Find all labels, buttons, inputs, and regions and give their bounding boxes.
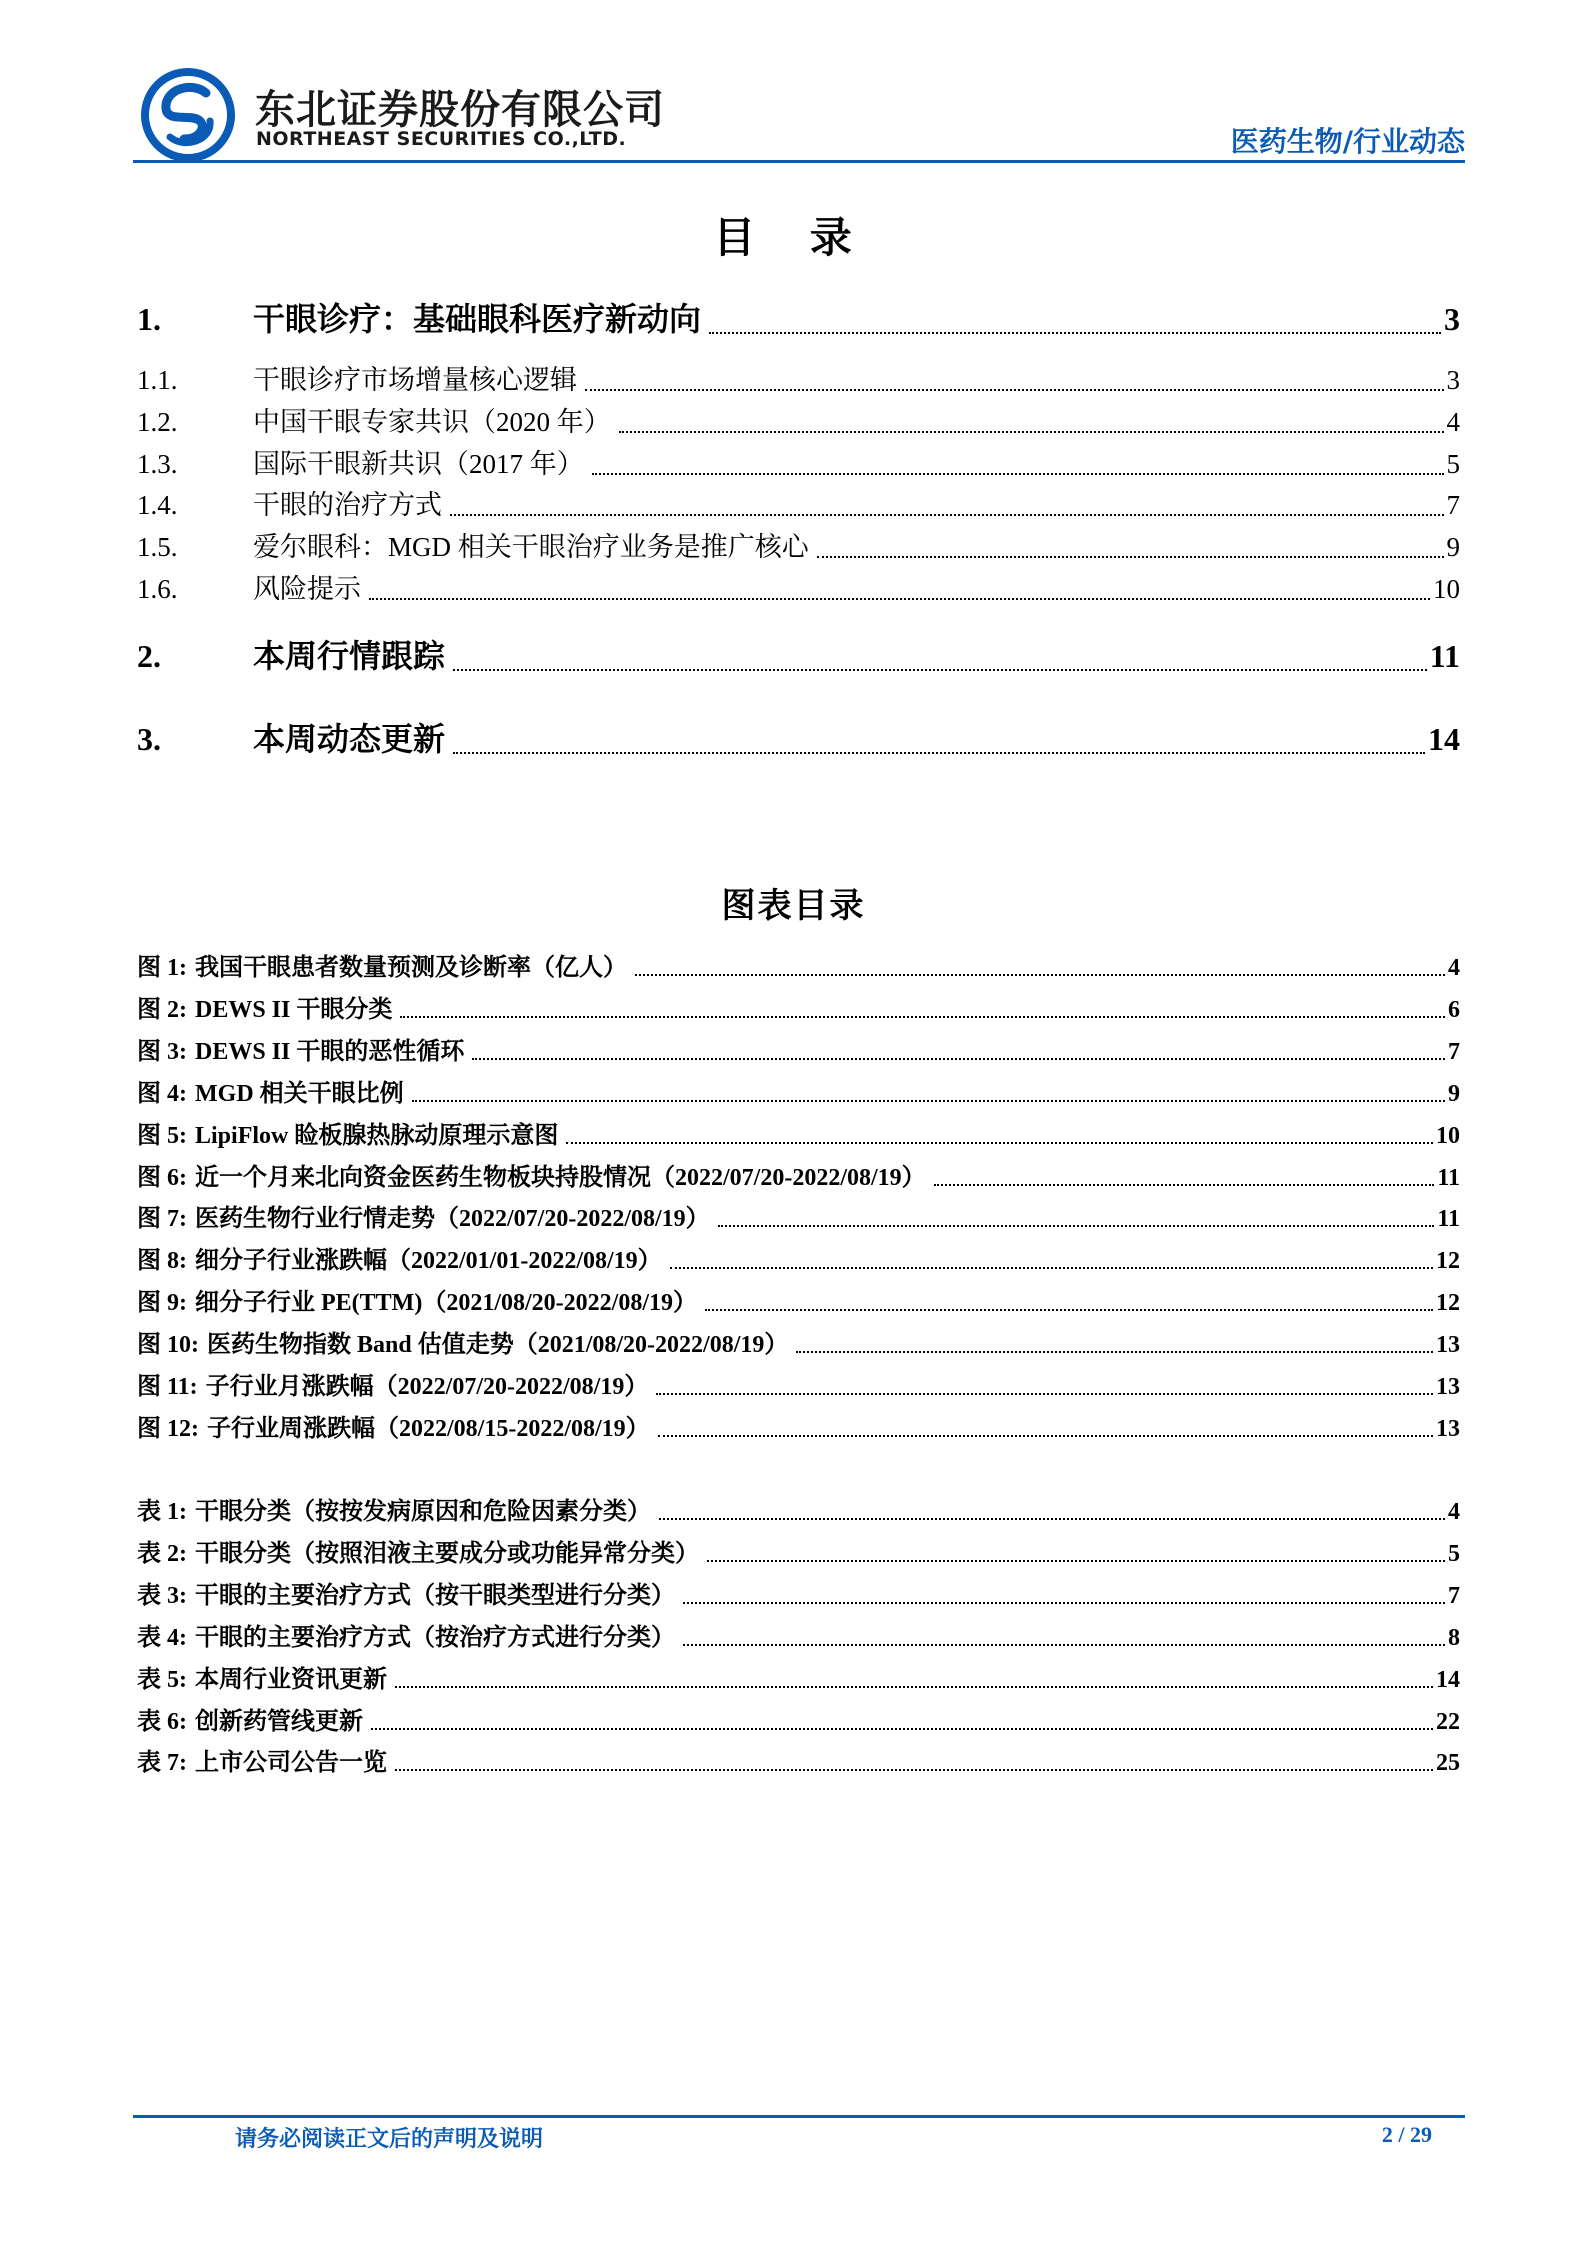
toc-entry[interactable] (137, 525, 1460, 564)
company-logo-icon (140, 67, 236, 163)
table-entry[interactable] (137, 1617, 1460, 1652)
dot-leader (412, 1100, 1445, 1102)
dot-leader (369, 598, 1430, 600)
entry-title: 医药生物行业行情走势（2022/07/20-2022/08/19） (195, 1206, 710, 1233)
entry-title: LipiFlow 睑板腺热脉动原理示意图 (195, 1122, 559, 1149)
entry-title: 干眼分类（按照泪液主要成分或功能异常分类） (195, 1540, 699, 1567)
entry-number: 1.3. (137, 449, 178, 479)
entry-title: 爱尔眼科：MGD 相关干眼治疗业务是推广核心 (253, 532, 809, 562)
dot-leader (371, 1728, 1433, 1730)
entry-page: 3 (1446, 365, 1460, 395)
entry-number: 图 10: (137, 1332, 199, 1359)
entry-number: 图 12: (137, 1415, 199, 1442)
dot-leader (566, 1142, 1433, 1144)
figure-list-title: 图表目录 (721, 888, 866, 925)
entry-number: 1.6. (137, 574, 178, 604)
page-number: 2 / 29 (1381, 2122, 1432, 2147)
entry-page: 7 (1448, 1038, 1460, 1065)
dot-leader (705, 1309, 1433, 1311)
dot-leader (656, 1393, 1433, 1395)
entry-page: 11 (1437, 1206, 1460, 1233)
toc-entry[interactable] (137, 631, 1460, 677)
disclaimer-note: 请务必阅读正文后的声明及说明 (235, 2126, 544, 2151)
table-entry[interactable] (137, 1491, 1460, 1526)
entry-page: 10 (1433, 574, 1460, 604)
entry-page: 9 (1448, 1080, 1460, 1107)
entry-number: 表 7: (137, 1750, 187, 1777)
figure-entry[interactable] (137, 1366, 1460, 1401)
dot-leader (395, 1769, 1433, 1771)
entry-page: 5 (1448, 1540, 1460, 1567)
dot-leader (796, 1351, 1433, 1353)
entry-title: MGD 相关干眼比例 (195, 1080, 404, 1107)
entry-page: 8 (1448, 1624, 1460, 1651)
figure-entry[interactable] (137, 1198, 1460, 1233)
entry-title: 干眼诊疗市场增量核心逻辑 (253, 365, 577, 395)
dot-leader (395, 1686, 1433, 1688)
entry-number: 图 1: (137, 955, 187, 981)
dot-leader (472, 1058, 1445, 1060)
dot-leader (453, 669, 1427, 671)
entry-number: 表 3: (137, 1582, 187, 1609)
figure-entry[interactable] (137, 1157, 1460, 1192)
company-name-en: NORTHEAST SECURITIES CO.,LTD. (256, 128, 627, 150)
entry-page: 3 (1444, 301, 1460, 337)
entry-number: 图 8: (137, 1248, 187, 1275)
entry-title: 本周行情跟踪 (253, 638, 446, 674)
dot-leader (619, 431, 1444, 433)
toc-entry[interactable] (137, 358, 1460, 397)
entry-number: 表 6: (137, 1708, 187, 1735)
entry-title: 子行业月涨跌幅（2022/07/20-2022/08/19） (205, 1374, 649, 1400)
table-entry[interactable] (137, 1701, 1460, 1736)
toc-entry[interactable] (137, 294, 1460, 340)
table-entry[interactable] (137, 1742, 1460, 1777)
entry-number: 3. (137, 721, 161, 757)
figure-entry[interactable] (137, 1115, 1460, 1150)
dot-leader (450, 514, 1444, 516)
entry-page: 4 (1446, 407, 1460, 437)
entry-number: 1.1. (137, 365, 178, 395)
section-label: 医药生物/行业动态 (1230, 125, 1465, 158)
dot-leader (670, 1267, 1433, 1269)
toc-entry[interactable] (137, 714, 1460, 760)
toc-entry[interactable] (137, 567, 1460, 606)
entry-page: 11 (1429, 638, 1460, 674)
header-divider (133, 160, 1465, 163)
entry-page: 13 (1436, 1332, 1460, 1359)
entry-number: 图 9: (137, 1290, 187, 1317)
entry-page: 22 (1436, 1708, 1460, 1735)
figure-entry[interactable] (137, 1073, 1460, 1108)
entry-number: 图 6: (137, 1164, 187, 1191)
entry-title: 本周动态更新 (253, 721, 446, 757)
dot-leader (658, 1435, 1433, 1437)
dot-leader (817, 556, 1444, 558)
entry-title: 创新药管线更新 (195, 1708, 363, 1735)
entry-page: 7 (1446, 490, 1460, 520)
dot-leader (718, 1225, 1435, 1227)
entry-title: 干眼的主要治疗方式（按干眼类型进行分类） (195, 1582, 675, 1609)
toc-entry[interactable] (137, 483, 1460, 522)
figure-entry[interactable] (137, 1282, 1460, 1317)
entry-number: 图 11: (137, 1374, 198, 1400)
entry-page: 25 (1436, 1750, 1460, 1777)
table-entry[interactable] (137, 1533, 1460, 1568)
dot-leader (585, 389, 1444, 391)
entry-number: 图 5: (137, 1122, 187, 1149)
entry-title: 上市公司公告一览 (195, 1750, 387, 1777)
dot-leader (635, 974, 1445, 976)
entry-number: 表 2: (137, 1540, 187, 1567)
entry-number: 1.5. (137, 532, 178, 562)
figure-entry[interactable] (137, 947, 1460, 982)
entry-number: 图 2: (137, 996, 187, 1023)
entry-page: 4 (1448, 1499, 1460, 1525)
entry-number: 1. (137, 301, 161, 337)
toc-entry[interactable] (137, 442, 1460, 481)
entry-title: 干眼诊疗：基础眼科医疗新动向 (253, 301, 702, 337)
entry-number: 1.2. (137, 407, 178, 437)
entry-title: 干眼的主要治疗方式（按治疗方式进行分类） (195, 1624, 675, 1651)
entry-title: 本周行业资讯更新 (195, 1666, 387, 1693)
table-entry[interactable] (137, 1659, 1460, 1694)
dot-leader (453, 752, 1425, 754)
entry-title: DEWS II 干眼分类 (195, 996, 393, 1023)
entry-number: 图 7: (137, 1206, 187, 1233)
entry-number: 2. (137, 638, 161, 674)
company-name-cn: 东北证券股份有限公司 (255, 87, 665, 133)
figure-entry[interactable] (137, 1408, 1460, 1443)
footer-divider (133, 2115, 1465, 2118)
entry-number: 图 3: (137, 1038, 187, 1065)
entry-page: 9 (1446, 532, 1460, 562)
entry-page: 12 (1436, 1248, 1460, 1275)
dot-leader (400, 1016, 1445, 1018)
entry-number: 图 4: (137, 1080, 187, 1107)
entry-number: 表 5: (137, 1666, 187, 1693)
entry-number: 表 4: (137, 1624, 187, 1651)
entry-page: 13 (1436, 1374, 1460, 1400)
table-entry[interactable] (137, 1575, 1460, 1610)
entry-title: 细分子行业 PE(TTM)（2021/08/20-2022/08/19） (195, 1290, 697, 1317)
entry-title: 中国干眼专家共识（2020 年） (253, 407, 611, 437)
figure-entry[interactable] (137, 1240, 1460, 1275)
figure-entry[interactable] (137, 1324, 1460, 1359)
figure-entry[interactable] (137, 989, 1460, 1024)
toc-title: 目 录 (713, 216, 874, 262)
entry-number: 1.4. (137, 490, 178, 520)
entry-page: 10 (1436, 1122, 1460, 1149)
entry-page: 14 (1428, 721, 1460, 757)
entry-page: 13 (1436, 1415, 1460, 1442)
dot-leader (934, 1184, 1435, 1186)
figure-entry[interactable] (137, 1031, 1460, 1066)
entry-page: 7 (1448, 1582, 1460, 1609)
entry-title: 我国干眼患者数量预测及诊断率（亿人） (195, 955, 627, 981)
entry-title: 干眼分类（按按发病原因和危险因素分类） (195, 1499, 651, 1525)
entry-page: 14 (1436, 1666, 1460, 1693)
entry-title: 细分子行业涨跌幅（2022/01/01-2022/08/19） (195, 1248, 662, 1275)
entry-title: 近一个月来北向资金医药生物板块持股情况（2022/07/20-2022/08/19） (195, 1164, 926, 1191)
entry-page: 5 (1446, 449, 1460, 479)
toc-entry[interactable] (137, 400, 1460, 439)
entry-title: 医药生物指数 Band 估值走势（2021/08/20-2022/08/19） (207, 1332, 789, 1359)
dot-leader (683, 1644, 1445, 1646)
entry-page: 6 (1448, 996, 1460, 1023)
entry-page: 11 (1437, 1164, 1460, 1191)
entry-title: 国际干眼新共识（2017 年） (253, 449, 584, 479)
entry-number: 表 1: (137, 1499, 187, 1525)
entry-title: 子行业周涨跌幅（2022/08/15-2022/08/19） (207, 1415, 650, 1442)
dot-leader (683, 1602, 1445, 1604)
dot-leader (709, 332, 1441, 334)
entry-title: DEWS II 干眼的恶性循环 (195, 1038, 465, 1065)
dot-leader (707, 1560, 1445, 1562)
entry-title: 风险提示 (253, 574, 361, 604)
dot-leader (592, 473, 1444, 475)
dot-leader (659, 1518, 1445, 1520)
entry-page: 12 (1436, 1290, 1460, 1317)
entry-title: 干眼的治疗方式 (253, 490, 442, 520)
entry-page: 4 (1448, 955, 1460, 981)
